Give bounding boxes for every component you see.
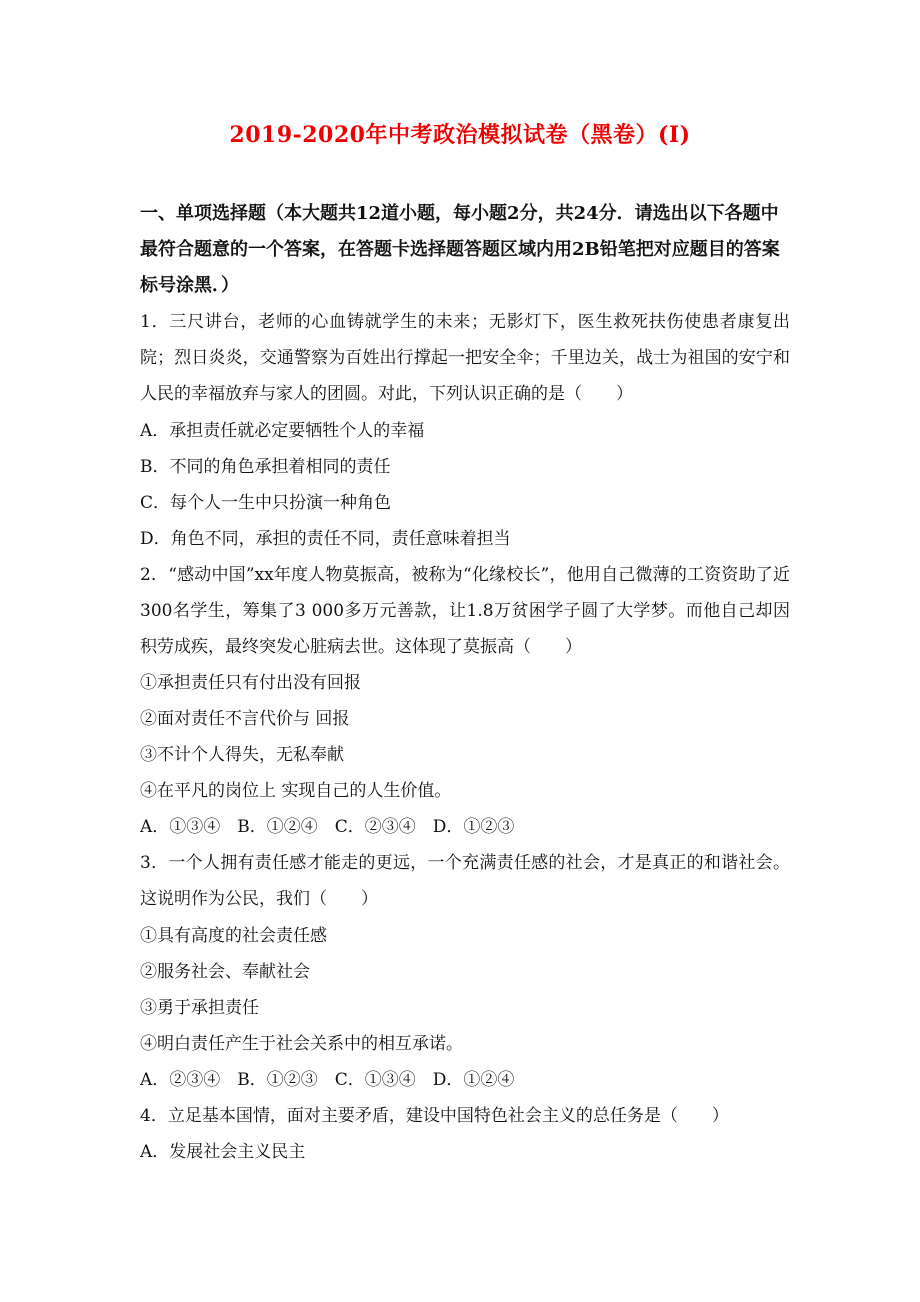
question-4 (140, 1098, 790, 1170)
section-heading: 一、单项选择题（本大题共12道小题，每小题2分，共24分．请选出以下各题中最符合题意的一个答案，在答题卡选择题答题区域内用2B铅笔把对应题目的答案标号涂黑．） (140, 203, 780, 296)
answer-option: A．承担责任就必定要牺牲个人的幸福 (140, 420, 425, 441)
answer-option: B．不同的角色承担着相同的责任 (140, 456, 391, 477)
question-stem: 4．立足基本国情，面对主要矛盾，建设中国特色社会主义的总任务是（ ） (140, 1105, 729, 1126)
page-title: 2019-2020年中考政治模拟试卷（黑卷）(I) (229, 122, 691, 148)
statement-item: ④在平凡的岗位上 实现自己的人生价值。 (140, 781, 452, 802)
statement-item: ④明白责任产生于社会关系中的相互承诺。 (140, 1033, 463, 1054)
statement-item: ②服务社会、奉献社会 (140, 961, 310, 982)
question-stem: 2．“感动中国”xx年度人物莫振高，被称为“化缘校长”，他用自己微薄的工资资助了近300名学生，筹集了3 000多万元善款，让1.8万贫困学子圆了大学梦。而他自己却因积劳成疾，最终突发心脏病去世。这体现了莫振高（ ） (140, 564, 790, 658)
answer-option: A．发展社会主义民主 (140, 1141, 306, 1162)
statement-item: ①承担责任只有付出没有回报 (140, 673, 361, 694)
statement-item: ②面对责任不言代价与 回报 (140, 709, 350, 730)
answer-options-row: A．②③④ B．①②③ C．①③④ D．①②④ (140, 1069, 515, 1090)
question-2 (140, 557, 790, 846)
question-1 (140, 304, 790, 557)
statement-item: ①具有高度的社会责任感 (140, 925, 327, 946)
question-3 (140, 845, 790, 1097)
answer-options-row: A．①③④ B．①②④ C．②③④ D．①②③ (140, 817, 515, 838)
question-stem: 3．一个人拥有责任感才能走的更远，一个充满责任感的社会，才是真正的和谐社会。这说明作为公民，我们（ ） (140, 853, 790, 910)
answer-option: D．角色不同，承担的责任不同，责任意味着担当 (140, 528, 511, 549)
statement-item: ③不计个人得失，无私奉献 (140, 745, 344, 766)
question-stem: 1．三尺讲台，老师的心血铸就学生的未来；无影灯下，医生救死扶伤使患者康复出院；烈日炎炎，交通警察为百姓出行撑起一把安全伞；千里边关，战士为祖国的安宁和人民的幸福放弃与家人的团圆。对此，下列认识正确的是（ ） (140, 312, 790, 405)
answer-option: C．每个人一生中只扮演一种角色 (140, 492, 392, 513)
statement-item: ③勇于承担责任 (140, 997, 259, 1018)
exam-content (140, 196, 790, 1170)
